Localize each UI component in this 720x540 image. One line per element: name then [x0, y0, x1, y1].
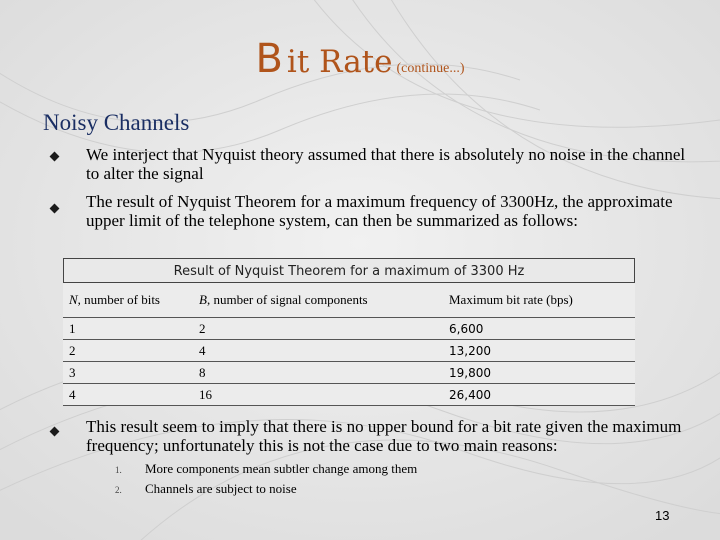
reason-text: Channels are subject to noise: [145, 481, 297, 496]
cell-bitrate: 13,200: [443, 340, 635, 362]
bullet-text: We interject that Nyquist theory assumed that there is absolutely no noise in the channel to alter the signal: [86, 145, 686, 183]
reason-item-1: [115, 461, 417, 477]
table-row: [63, 340, 635, 362]
header-bitrate: Maximum bit rate (bps): [443, 283, 635, 318]
cell-components: 16: [193, 384, 443, 406]
cell-bitrate: 19,800: [443, 362, 635, 384]
slide-title: [0, 36, 720, 82]
title-continued: (continue...): [396, 61, 465, 76]
cell-bits: 3: [63, 362, 193, 384]
reason-number: 2.: [115, 485, 122, 495]
cell-bits: 4: [63, 384, 193, 406]
title-first-letter: B: [255, 36, 283, 82]
section-heading: Noisy Channels: [43, 110, 190, 135]
results-table: [63, 283, 635, 406]
cell-bits: 1: [63, 318, 193, 340]
cell-bitrate: 6,600: [443, 318, 635, 340]
table-row: [63, 384, 635, 406]
cell-components: 8: [193, 362, 443, 384]
header-components: B, number of signal components: [193, 283, 443, 318]
table-row: [63, 318, 635, 340]
nyquist-table: [63, 258, 635, 408]
header-bits: N, number of bits: [63, 283, 193, 318]
cell-bitrate: 26,400: [443, 384, 635, 406]
bullet-text: This result seem to imply that there is no upper bound for a bit rate given the maximum frequency; unfortunately this is not the case due to two main reasons:: [86, 417, 682, 455]
cell-bits: 2: [63, 340, 193, 362]
table-header-row: [63, 283, 635, 318]
table-caption: Result of Nyquist Theorem for a maximum of 3300 Hz: [63, 258, 635, 283]
title-text: it Rate: [286, 44, 393, 80]
bullet-text: The result of Nyquist Theorem for a maximum frequency of 3300Hz, the approximate upper limit of the telephone system, can then be summarized as follows:: [86, 192, 673, 230]
page-number: 13: [655, 508, 670, 523]
reason-number: 1.: [115, 465, 122, 475]
reason-item-2: [115, 481, 297, 497]
reason-text: More components mean subtler change among them: [145, 461, 418, 476]
table-row: [63, 362, 635, 384]
cell-components: 2: [193, 318, 443, 340]
cell-components: 4: [193, 340, 443, 362]
